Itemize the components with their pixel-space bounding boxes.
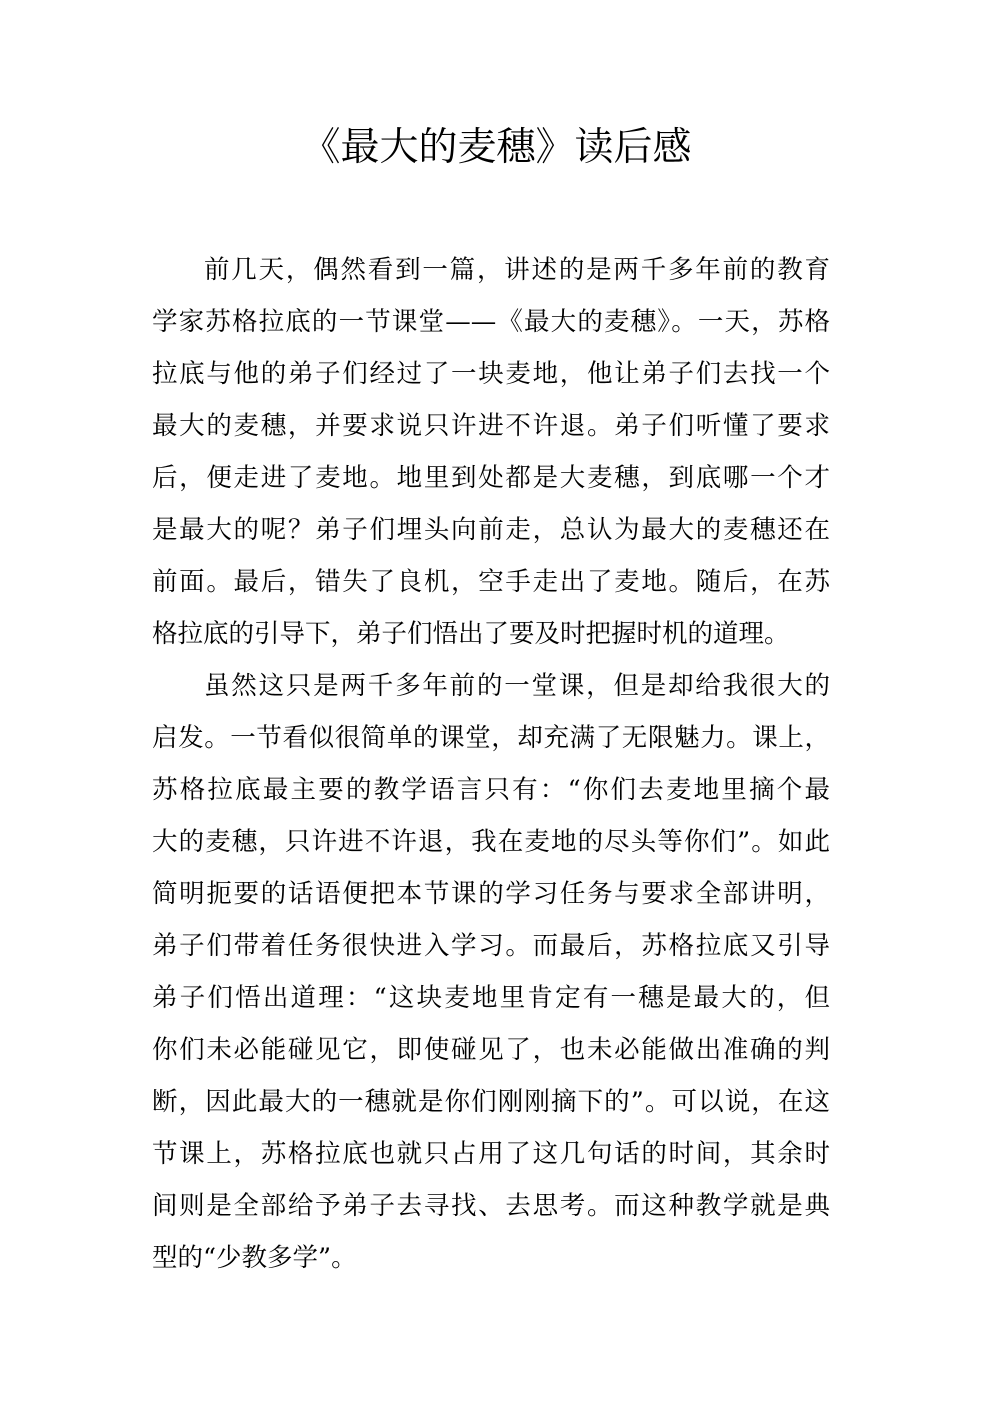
text-line: 启发。一节看似很简单的课堂，却充满了无限魅力。课上， bbox=[152, 723, 830, 753]
text-line: 是最大的呢？弟子们埋头向前走，总认为最大的麦穗还在 bbox=[152, 515, 830, 545]
text-line: 格拉底的引导下，弟子们悟出了要及时把握时机的道理。 bbox=[152, 619, 790, 649]
text-line: 最大的麦穗，并要求说只许进不许退。弟子们听懂了要求 bbox=[152, 411, 830, 441]
text-line: 型的“少教多学”。 bbox=[152, 1243, 357, 1273]
paragraph-2 bbox=[152, 660, 830, 1284]
text-line: 断，因此最大的一穗就是你们刚刚摘下的”。可以说，在这 bbox=[152, 1087, 830, 1117]
text-line: 虽然这只是两千多年前的一堂课，但是却给我很大的 bbox=[204, 671, 830, 701]
document-title: 《最大的麦穗》读后感 bbox=[301, 125, 692, 170]
document-body bbox=[152, 244, 830, 1284]
text-line: 前几天，偶然看到一篇，讲述的是两千多年前的教育 bbox=[204, 255, 830, 285]
text-line: 学家苏格拉底的一节课堂——《最大的麦穗》。一天，苏格 bbox=[152, 307, 830, 337]
text-line: 节课上，苏格拉底也就只占用了这几句话的时间，其余时 bbox=[152, 1139, 830, 1169]
text-line: 拉底与他的弟子们经过了一块麦地，他让弟子们去找一个 bbox=[152, 359, 830, 389]
text-line: 弟子们带着任务很快进入学习。而最后，苏格拉底又引导 bbox=[152, 931, 830, 961]
text-line: 你们未必能碰见它，即使碰见了，也未必能做出准确的判 bbox=[152, 1035, 830, 1065]
text-line: 前面。最后，错失了良机，空手走出了麦地。随后，在苏 bbox=[152, 567, 830, 597]
text-line: 大的麦穗，只许进不许退，我在麦地的尽头等你们”。如此 bbox=[152, 827, 830, 857]
text-line: 苏格拉底最主要的教学语言只有：“你们去麦地里摘个最 bbox=[152, 775, 830, 805]
text-line: 弟子们悟出道理：“这块麦地里肯定有一穗是最大的，但 bbox=[152, 983, 830, 1013]
text-line: 后，便走进了麦地。地里到处都是大麦穗，到底哪一个才 bbox=[152, 463, 830, 493]
paragraph-1 bbox=[152, 244, 830, 660]
text-line: 简明扼要的话语便把本节课的学习任务与要求全部讲明， bbox=[152, 879, 830, 909]
text-line: 间则是全部给予弟子去寻找、去思考。而这种教学就是典 bbox=[152, 1191, 830, 1221]
